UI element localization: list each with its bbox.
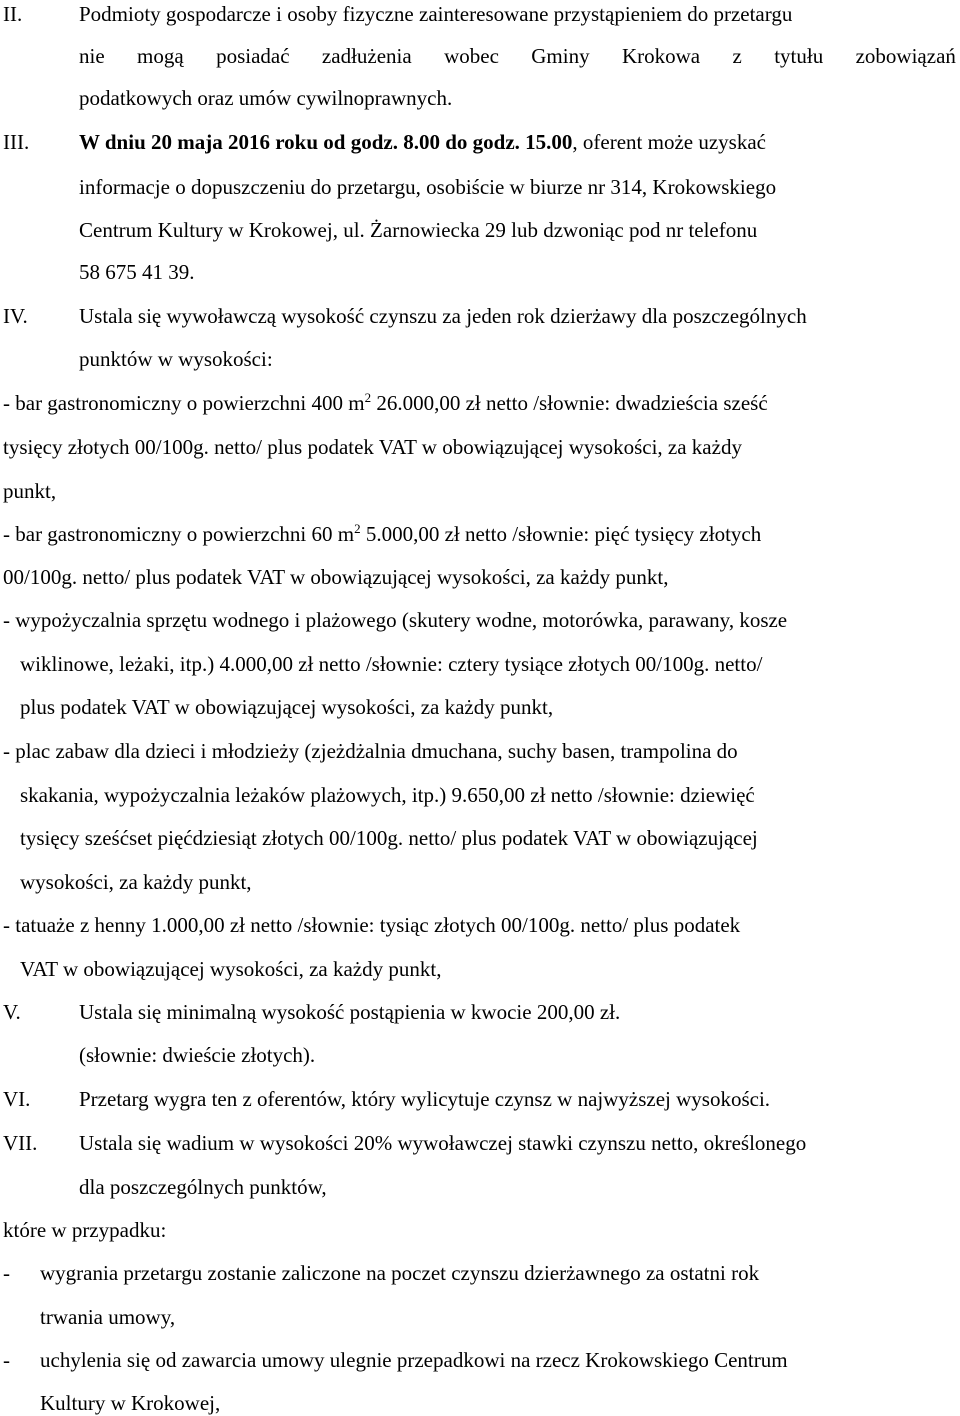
section-iii-line-3: Centrum Kultury w Krokowej, ul. Żarnowiecka 29 lub dzwoniąc pod nr telefonu (79, 218, 758, 242)
case-win-line-1: wygrania przetargu zostanie zaliczone na poczet czynszu dzierżawnego za ostatni rok (40, 1261, 760, 1285)
item-bar-60-label: - bar gastronomiczny o powierzchni 60 m (3, 522, 355, 546)
section-vi-line-1: Przetarg wygra ten z oferentów, który wylicytuje czynsz w najwyższej wysokości. (79, 1087, 771, 1111)
item-bar-60-line-1 (3, 521, 762, 546)
superscript-2: 2 (354, 521, 361, 536)
word: wobec (444, 44, 499, 68)
item-henna-line-2: VAT w obowiązującej wysokości, za każdy punkt, (20, 957, 442, 981)
word: nie (79, 44, 105, 68)
item-playground-line-4: wysokości, za każdy punkt, (20, 870, 252, 894)
word: posiadać (216, 44, 290, 68)
item-water-line-3: plus podatek VAT w obowiązującej wysokości, za każdy punkt, (20, 695, 554, 719)
case-evade-line-1: uchylenia się od zawarcia umowy ulegnie przepadkowi na rzecz Krokowskiego Centrum (40, 1348, 788, 1372)
word: Gminy (531, 44, 590, 68)
section-v-line-2: (słownie: dwieście złotych). (79, 1043, 316, 1067)
item-water-line-1: - wypożyczalnia sprzętu wodnego i plażowego (skutery wodne, motorówka, parawany, kosze (3, 608, 788, 632)
section-ii-line-3: podatkowych oraz umów cywilnoprawnych. (79, 86, 453, 110)
item-henna-line-1: - tatuaże z henny 1.000,00 zł netto /słownie: tysiąc złotych 00/100g. netto/ plus podatek (3, 913, 741, 937)
word: zobowiązań (855, 44, 956, 68)
item-bar-60-price: 5.000,00 zł netto /słownie: pięć tysięcy złotych (360, 522, 762, 546)
item-playground-line-2: skakania, wypożyczalnia leżaków plażowych, itp.) 9.650,00 zł netto /słownie: dziewięć (20, 783, 755, 807)
section-vii-line-1: Ustala się wadium w wysokości 20% wywoławczej stawki czynszu netto, określonego (79, 1131, 807, 1155)
section-iv-line-2: punktów w wysokości: (79, 347, 273, 371)
case-win-line-2: trwania umowy, (40, 1305, 176, 1329)
section-iii-line-1 (79, 132, 766, 153)
section-vii-line-2: dla poszczególnych punktów, (79, 1175, 327, 1199)
item-bar-60-line-2: 00/100g. netto/ plus podatek VAT w obowiązującej wysokości, za każdy punkt, (3, 565, 669, 589)
section-number-vi: VI. (3, 1087, 31, 1111)
word: mogą (137, 44, 184, 68)
case-win-dash: - (3, 1261, 10, 1285)
word: zadłużenia (321, 44, 412, 68)
section-ii-line-1: Podmioty gospodarcze i osoby fizyczne zainteresowane przystąpieniem do przetargu (79, 2, 793, 26)
section-number-iv: IV. (3, 304, 28, 328)
section-number-iii: III. (3, 130, 30, 154)
superscript-2: 2 (364, 390, 372, 405)
word: Krokowa (621, 44, 701, 68)
item-bar-400-line-1 (3, 390, 768, 415)
section-iv-line-1: Ustala się wywoławczą wysokość czynszu za jeden rok dzierżawy dla poszczególnych (79, 304, 807, 328)
item-bar-400-line-3: punkt, (3, 479, 57, 503)
word: tytułu (774, 44, 824, 68)
case-evade-dash: - (3, 1348, 10, 1372)
section-iii-line-1-rest: , oferent może uzyskać (572, 130, 766, 154)
item-bar-400-price: 26.000,00 zł netto /słownie: dwadzieścia sześć (371, 391, 768, 415)
cases-intro: które w przypadku: (3, 1218, 167, 1242)
section-number-ii: II. (3, 2, 23, 26)
item-bar-400-line-2: tysięcy złotych 00/100g. netto/ plus podatek VAT w obowiązującej wysokości, za każdy (3, 435, 742, 459)
section-ii-line-2 (79, 46, 956, 67)
section-iii-date-time: W dniu 20 maja 2016 roku od godz. 8.00 do godz. 15.00 (79, 130, 573, 154)
case-evade-line-2: Kultury w Krokowej, (40, 1391, 221, 1415)
item-bar-400-label: - bar gastronomiczny o powierzchni 400 m (3, 391, 365, 415)
item-playground-line-1: - plac zabaw dla dzieci i młodzieży (zjeżdżalnia dmuchana, suchy basen, trampolina do (3, 739, 738, 763)
section-number-vii: VII. (3, 1131, 38, 1155)
section-iii-phone: 58 675 41 39. (79, 260, 195, 284)
section-iii-line-2: informacje o dopuszczeniu do przetargu, osobiście w biurze nr 314, Krokowskiego (79, 175, 777, 199)
word: z (732, 44, 742, 68)
section-v-line-1: Ustala się minimalną wysokość postąpienia w kwocie 200,00 zł. (79, 1000, 621, 1024)
item-playground-line-3: tysięcy sześćset pięćdziesiąt złotych 00/100g. netto/ plus podatek VAT w obowiązującej (20, 826, 758, 850)
section-number-v: V. (3, 1000, 21, 1024)
item-water-line-2: wiklinowe, leżaki, itp.) 4.000,00 zł netto /słownie: cztery tysiące złotych 00/100g. netto/ (20, 652, 763, 676)
